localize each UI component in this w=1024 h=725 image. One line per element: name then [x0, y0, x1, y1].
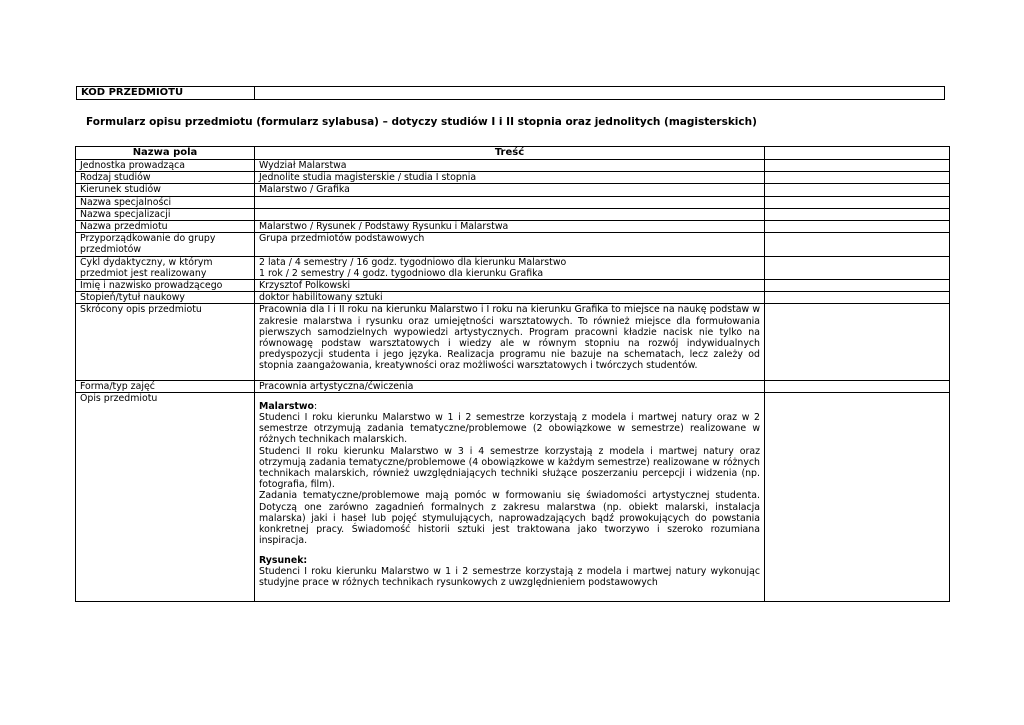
table-row [76, 304, 950, 380]
empty-cell [765, 292, 950, 304]
content-line: 1 rok / 2 semestry / 4 godz. tygodniowo dla kierunku Grafika [259, 267, 544, 279]
paragraph: Studenci II roku kierunku Malarstwo w 3 i 4 semestrze korzystają z modela i martwej natury oraz otrzymują zadania tematyczne/problemowe (4 obowiązkowe w każdym semestrze) realizowane w różnych technikach malarskich, również uwzględniających techniki służące poszerzaniu percepcji i widzenia (np. fotografia, film). [259, 445, 760, 491]
empty-cell [765, 380, 950, 392]
field-content: Pracownia artystyczna/ćwiczenia [255, 380, 765, 392]
course-code-label: KOD PRZEDMIOTU [77, 87, 255, 100]
field-content [255, 392, 765, 601]
empty-cell [765, 392, 950, 601]
field-content: Grupa przedmiotów podstawowych [255, 233, 765, 256]
empty-cell [765, 184, 950, 196]
field-name: Nazwa specjalności [76, 196, 255, 208]
section-title-rysunek: Rysunek: [259, 554, 308, 566]
paragraph: Zadania tematyczne/problemowe mają pomóc w formowaniu się świadomości artystycznej studenta. Dotyczą one zarówno zagadnień formalnych z zakresu malarstwa (np. obiekt malarski, instalacja malarska) jaki i haseł lub pojęć stymulujących, naprowadzających bądź prowokujących do powstania konkretnej pracy. Świadomość historii sztuki jest traktowana jako tworzywo i szeroko rozumiana inspiracja. [259, 490, 760, 547]
field-content [255, 196, 765, 208]
header-row [76, 147, 950, 160]
field-content [255, 304, 765, 380]
table-row [76, 172, 950, 184]
field-content [255, 208, 765, 220]
empty-cell [765, 221, 950, 233]
field-name: Opis przedmiotu [76, 392, 255, 601]
field-content: Wydział Malarstwa [255, 160, 765, 172]
empty-cell [765, 256, 950, 279]
table-row [76, 196, 950, 208]
field-content: doktor habilitowany sztuki [255, 292, 765, 304]
field-content: Malarstwo / Grafika [255, 184, 765, 196]
table-row [76, 380, 950, 392]
table-row [76, 280, 950, 292]
form-title: Formularz opisu przedmiotu (formularz sylabusa) – dotyczy studiów I i II stopnia oraz jednolitych (magisterskich) [86, 116, 757, 128]
paragraph: Studenci I roku kierunku Malarstwo w 1 i 2 semestrze korzystają z modela i martwej natury oraz w 2 semestrze otrzymują zadania tematyczne/problemowe (2 obowiązkowe w semestrze) realizowane w różnych technikach malarskich. [259, 412, 760, 446]
field-content: Krzysztof Polkowski [255, 280, 765, 292]
field-name: Imię i nazwisko prowadzącego [76, 280, 255, 292]
field-content [255, 256, 765, 279]
table-row [76, 292, 950, 304]
field-name: Stopień/tytuł naukowy [76, 292, 255, 304]
table-row [76, 392, 950, 601]
section-title-malarstwo: Malarstwo: [259, 400, 318, 412]
field-content: Malarstwo / Rysunek / Podstawy Rysunku i Malarstwa [255, 221, 765, 233]
field-name: Jednostka prowadząca [76, 160, 255, 172]
course-code-table [76, 86, 945, 100]
field-name: Kierunek studiów [76, 184, 255, 196]
header-content: Treść [255, 147, 765, 160]
field-name: Skrócony opis przedmiotu [76, 304, 255, 380]
empty-cell [765, 196, 950, 208]
field-name: Nazwa przedmiotu [76, 221, 255, 233]
paragraph: Studenci I roku kierunku Malarstwo w 1 i 2 semestrze korzystają z modela i martwej natury wykonując studyjne prace w różnych technikach rysunkowych z uwzględnieniem podstawowych [259, 565, 760, 588]
field-name: Przyporządkowanie do grupy przedmiotów [76, 233, 255, 256]
empty-cell [765, 208, 950, 220]
empty-cell [765, 233, 950, 256]
table-row [76, 233, 950, 256]
empty-cell [765, 304, 950, 380]
table-row [76, 184, 950, 196]
field-name: Cykl dydaktyczny, w którym przedmiot jest realizowany [76, 256, 255, 279]
content-line: 2 lata / 4 semestry / 16 godz. tygodniowo dla kierunku Malarstwo [259, 256, 567, 268]
table-row [76, 208, 950, 220]
field-name: Forma/typ zajęć [76, 380, 255, 392]
field-content: Jednolite studia magisterskie / studia I stopnia [255, 172, 765, 184]
course-code-value [255, 87, 945, 100]
empty-cell [765, 160, 950, 172]
syllabus-table [75, 146, 950, 602]
table-row [76, 160, 950, 172]
field-name: Rodzaj studiów [76, 172, 255, 184]
table-row [76, 221, 950, 233]
field-name: Nazwa specjalizacji [76, 208, 255, 220]
short-description: Pracownia dla I i II roku na kierunku Malarstwo i I roku na kierunku Grafika to miejsce na naukę podstaw w zakresie malarstwa i rysunku oraz umiejętności warsztatowych. To również miejsce dla formułowania pierwszych samodzielnych wypowiedzi artystycznych. Program pracowni kładzie nacisk nie tylko na równowagę podstaw warsztatowych i wiedzy ale w równym stopniu na rozwój indywidualnych predyspozycji studenta i jego języka. Realizacja programu nie bazuje na schematach, lecz zależy od stopnia zaangażowania, kreatywności oraz możliwości warsztatowych i twórczych studentów. [259, 304, 760, 372]
empty-cell [765, 280, 950, 292]
table-row [76, 256, 950, 279]
empty-cell [765, 172, 950, 184]
header-extra [765, 147, 950, 160]
header-field: Nazwa pola [76, 147, 255, 160]
